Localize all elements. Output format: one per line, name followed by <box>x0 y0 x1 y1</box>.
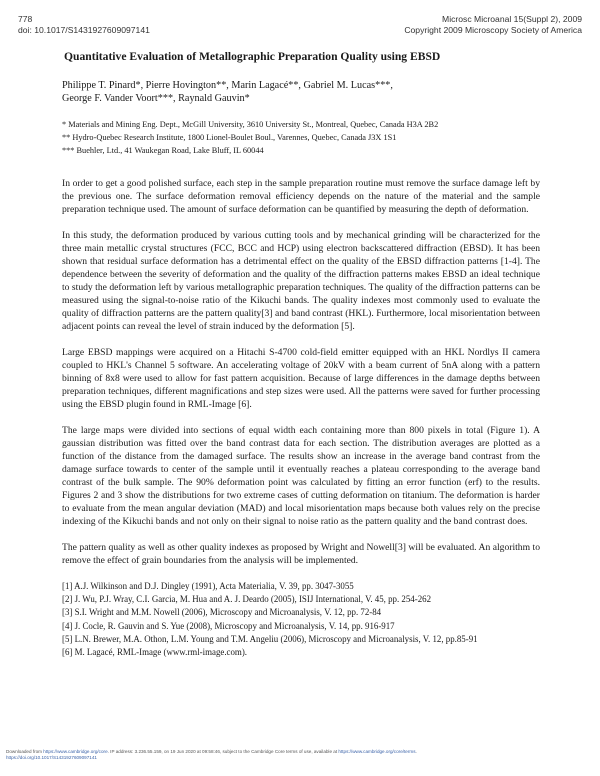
page-header-left <box>18 14 150 35</box>
footer-end: . <box>415 749 417 754</box>
paragraph-1: In order to get a good polished surface, each step in the sample preparation routine must remove the surface damage left by the previous one. The surface deformation removal efficiency depends on the nature of the material and the sample preparation technique used. The amount of surface deformation can be quantified by measuring the depth of deformation. <box>62 178 540 215</box>
footer-link-terms[interactable]: https://www.cambridge.org/core/terms <box>338 749 416 754</box>
article-body <box>62 50 540 659</box>
reference-3: [3] S.I. Wright and M.M. Nowell (2006), Microscopy and Microanalysis, V. 12, pp. 72-84 <box>62 607 382 618</box>
authors <box>62 79 540 105</box>
affiliation-2: ** Hydro-Quebec Research Institute, 1800 Lionel-Boulet Boul., Varennes, Quebec, Canada J3X 1S1 <box>62 133 397 142</box>
page-number: 778 <box>18 14 33 24</box>
paragraph-4: The large maps were divided into sections of equal width each containing more than 800 pixels in total (Figure 1). A gaussian distribution was fitted over the band contrast data for each section. The distribution averages are plotted as a function of the distance from the damaged surface. The results show an increase in the average band contrast from the damage surface towards to center of the sample until it eventually reaches a plateau corresponding to the average band contrast of the bulk sample. The 90% deformation point was calculated by fitting an error function (erf) to the results. Figures 2 and 3 show the distributions for two extreme cases of cutting deformation on titanium. The deformation is harder to evaluate from the mean angular deviation (MAD) and local misorientation maps because both values rely on the precise indexing of the Kikuchi bands and not only on their signal to noise ratio as the pattern quality and the band contrast does. <box>62 425 540 527</box>
affiliations <box>62 118 540 157</box>
doi: doi: 10.1017/S1431927609097141 <box>18 24 150 35</box>
affiliation-1: * Materials and Mining Eng. Dept., McGill University, 3610 University St., Montreal, Quebec, Canada H3A 2B2 <box>62 120 439 129</box>
footer-link-core[interactable]: https://www.cambridge.org/core <box>43 749 108 754</box>
paragraph-5: The pattern quality as well as other quality indexes as proposed by Wright and Nowell[3] will be evaluated. An algorithm to remove the effect of grain boundaries from the analysis will be implemented. <box>62 542 540 566</box>
download-footer <box>6 749 596 761</box>
page-header-right <box>404 14 582 35</box>
footer-middle: . IP address: 3.236.55.159, on 19 Jun 2020 at 09:58:46, subject to the Cambridge Core terms of use, available at <box>107 749 339 754</box>
article-title: Quantitative Evaluation of Metallographic Preparation Quality using EBSD <box>64 50 441 63</box>
authors-line-2: George F. Vander Voort***, Raynald Gauvin* <box>62 93 250 104</box>
reference-4: [4] J. Cocle, R. Gauvin and S. Yue (2008), Microscopy and Microanalysis, V. 14, pp. 916-917 <box>62 620 395 631</box>
reference-2: [2] J. Wu, P.J. Wray, C.I. Garcia, M. Hua and A. J. Deardo (2005), ISIJ International, V. 45, pp. 254-262 <box>62 594 432 605</box>
paragraph-2: In this study, the deformation produced by various cutting tools and by mechanical grinding will be characterized for the three main metallic crystal structures (FCC, BCC and HCP) using electron backscattered diffraction (EBSD). It has been shown that residual surface deformation has a detrimental effect on the quality of the EBSD diffraction patterns [1-4]. The dependence between the severity of deformation and the quality of the diffraction patterns makes EBSD an ideal technique to study the deformation left by various metallographic preparation techniques. The quality of the diffraction patterns can be measured using the signal-to-noise ratio of the Kikuchi bands. The quality indexes most commonly used to evaluate the quality of diffraction patterns are the pattern quality[3] and band contrast (HKL). Furthermore, local misorientation between adjacent points can reveal the level of strain induced by the deformation [5]. <box>62 230 540 332</box>
reference-6: [6] M. Lagacé, RML-Image (www.rml-image.com). <box>62 647 247 658</box>
references <box>62 580 540 659</box>
affiliation-3: *** Buehler, Ltd., 41 Waukegan Road, Lake Bluff, IL 60044 <box>62 146 264 155</box>
footer-link-doi[interactable]: https://doi.org/10.1017/S1431927609097141 <box>6 755 97 760</box>
footer-prefix: Downloaded from <box>6 749 44 754</box>
paragraph-3: Large EBSD mappings were acquired on a Hitachi S-4700 cold-field emitter equipped with an HKL Nordlys II camera coupled to HKL's Channel 5 software. An accelerating voltage of 20kV with a beam current of 5nA along with a pattern binning of 8x8 were used to allow for fast pattern acquisition. Because of large differences in the damage depths between preparation techniques, different magnifications and step sizes were used. All the patterns were saved for further processing using the EBSD plugin found in RML-Image [6]. <box>62 347 540 410</box>
reference-5: [5] L.N. Brewer, M.A. Othon, L.M. Young and T.M. Angeliu (2006), Microscopy and Microanalysis, V. 12, pp.85-91 <box>62 633 478 644</box>
copyright: Copyright 2009 Microscopy Society of America <box>404 24 582 35</box>
reference-1: [1] A.J. Wilkinson and D.J. Dingley (1991), Acta Materialia, V. 39, pp. 3047-3055 <box>62 581 354 591</box>
authors-line-1: Philippe T. Pinard*, Pierre Hovington**, Marin Lagacé**, Gabriel M. Lucas***, <box>62 80 393 91</box>
journal-citation: Microsc Microanal 15(Suppl 2), 2009 <box>442 14 582 24</box>
